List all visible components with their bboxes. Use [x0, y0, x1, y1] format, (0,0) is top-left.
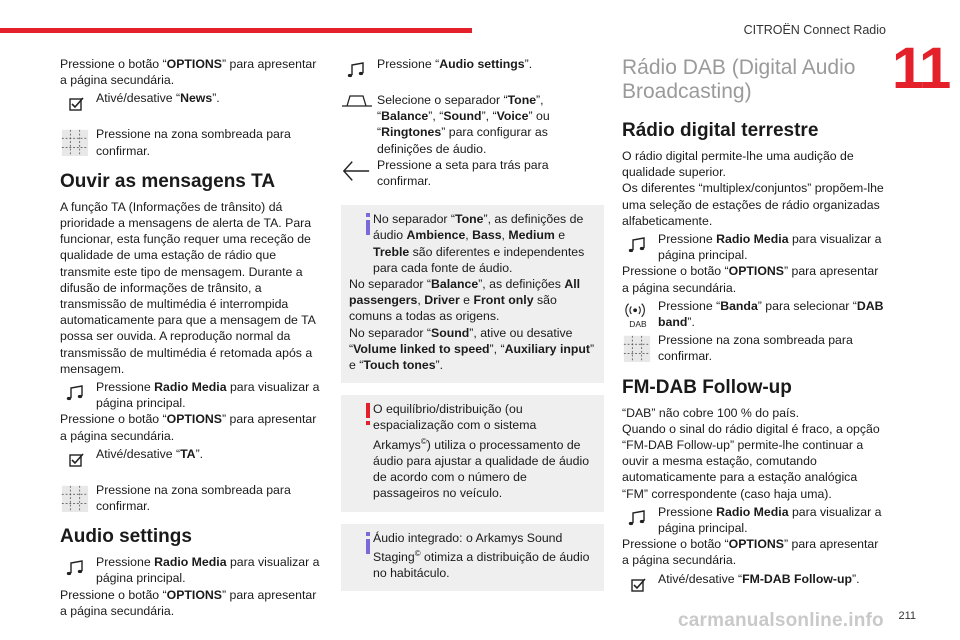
column-middle — [341, 56, 604, 603]
checkbox-icon — [60, 446, 90, 478]
chapter-number: 11 — [892, 36, 950, 101]
paragraph-fm-1: “DAB” não cobre 100 % do país. — [622, 405, 800, 420]
section-title-dab: Rádio DAB (Digital Audio Broadcasting) — [622, 56, 856, 103]
heading-audio-settings: Audio settings — [60, 526, 192, 548]
heading-ta: Ouvir as mensagens TA — [60, 170, 276, 192]
step-radio-media-2: Pressione Radio Media para visualizar a página principal. — [60, 554, 322, 586]
paragraph-options-3: Pressione o botão “OPTIONS” para apresentar a página secundária. — [60, 587, 317, 618]
step-radio-media-1: Pressione Radio Media para visualizar a página principal. — [60, 379, 322, 411]
paragraph-fm-2: Quando o sinal do rádio digital é fraco, a opção “FM-DAB Follow-up” permite-lhe continuar a ouvir a mesma estação, comutando automaticamente para a estação analógica “FM” correspondente (caso haja uma). — [622, 421, 880, 501]
step-grid-3: Pressione na zona sombreada para confirmar. — [622, 332, 884, 364]
watermark: carmanualsonline.info — [678, 610, 884, 631]
dab-icon-label: DAB — [629, 318, 647, 329]
dab-icon — [622, 298, 652, 330]
step-radio-media-4: Pressione Radio Media para visualizar a página principal. — [622, 504, 884, 536]
paragraph-options: Pressione o botão “OPTIONS” para apresentar a página secundária. — [60, 57, 317, 88]
paragraph-options-5: Pressione o botão “OPTIONS” para apresentar a página secundária. — [622, 537, 879, 568]
column-left — [60, 56, 322, 619]
music-note-icon — [622, 231, 652, 263]
paragraph-options-2: Pressione o botão “OPTIONS” para apresentar a página secundária. — [60, 412, 317, 443]
paragraph-dt-1: O rádio digital permite-lhe uma audição de qualidade superior. — [622, 149, 854, 180]
step-ta: Ativé/desative “TA”. — [60, 446, 322, 478]
paragraph-ta: A função TA (Informações de trânsito) dá prioridade a mensagens de alerta de TA. Para funcionar, esta função requer uma receção de qualidade de uma estação de rádio que transmite este tipo de mensagem. Durante a difusão de informações de trânsito, a transmissão de multimédia é interrompida automaticamente para que a mensagem de TA possa ser ouvida. A reprodução normal da transmissão de multimédia é retomada após a mensagem. — [60, 199, 316, 376]
info-icon — [361, 213, 377, 235]
step-news: Ativé/desative “News”. — [60, 90, 322, 122]
tabs-icon — [341, 92, 373, 114]
header-red-bar — [0, 28, 472, 33]
music-note-icon — [622, 504, 652, 536]
note-tone-balance-sound: No separador “Tone”, as definições de áudio Ambience, Bass, Medium e Treble são diferentes e independentes para cada fonte de áudio. No separador “Balance”, as definições All passengers, Driver e Front only são comuns a todas as origens. No separador “Sound”, ative ou desative “Volume linked to speed”, “Auxiliary input” e “Touch tones”. — [341, 205, 604, 383]
step-audio-settings: Pressione “Audio settings”. — [341, 56, 604, 88]
shaded-zone-icon — [622, 332, 652, 364]
checkbox-icon — [60, 90, 90, 122]
heading-fm-dab: FM-DAB Follow-up — [622, 376, 792, 398]
step-grid-2: Pressione na zona sombreada para confirmar. — [60, 482, 322, 514]
heading-digital-terrestrial: Rádio digital terrestre — [622, 120, 819, 141]
paragraph-options-4: Pressione o botão “OPTIONS” para apresentar a página secundária. — [622, 264, 879, 295]
note-arkamys-sound-staging: Áudio integrado: o Arkamys Sound Staging© otimiza a distribuição de áudio no habitáculo. — [341, 524, 604, 592]
step-back: Pressione a seta para trás para confirmar. — [341, 157, 604, 189]
checkbox-icon — [622, 571, 652, 603]
paragraph-dt-2: Os diferentes “multiplex/conjuntos” propõem-lhe uma seleção de estações de rádio organizadas alfabeticamente. — [622, 181, 884, 228]
step-banda: DAB Pressione “Banda” para selecionar “DAB band”. — [622, 298, 884, 330]
note-arkamys-warning: O equilíbrio/distribuição (ou espacialização com o sistema Arkamys©) utiliza o processamento de áudio para ajustar a qualidade de áudio de acordo com o número de passageiros no veículo. — [341, 395, 604, 511]
step-radio-media-3: Pressione Radio Media para visualizar a página principal. — [622, 231, 884, 263]
back-arrow-icon — [341, 157, 371, 189]
music-note-icon — [341, 56, 371, 88]
page-number: 211 — [898, 610, 916, 622]
music-note-icon — [60, 554, 90, 586]
header-title: CITROËN Connect Radio — [743, 23, 886, 37]
shaded-zone-icon — [60, 482, 90, 514]
column-right — [622, 56, 884, 603]
warning-icon — [361, 403, 377, 425]
shaded-zone-icon — [60, 126, 90, 158]
info-icon — [361, 532, 377, 554]
step-tabs: Selecione o separador “Tone”, “Balance”, “Sound”, “Voice” ou “Ringtones” para configurar as definições de áudio. — [341, 92, 604, 157]
step-follow-up: Ativé/desative “FM-DAB Follow-up”. — [622, 571, 884, 603]
music-note-icon — [60, 379, 90, 411]
step-grid-1: Pressione na zona sombreada para confirmar. — [60, 126, 322, 158]
